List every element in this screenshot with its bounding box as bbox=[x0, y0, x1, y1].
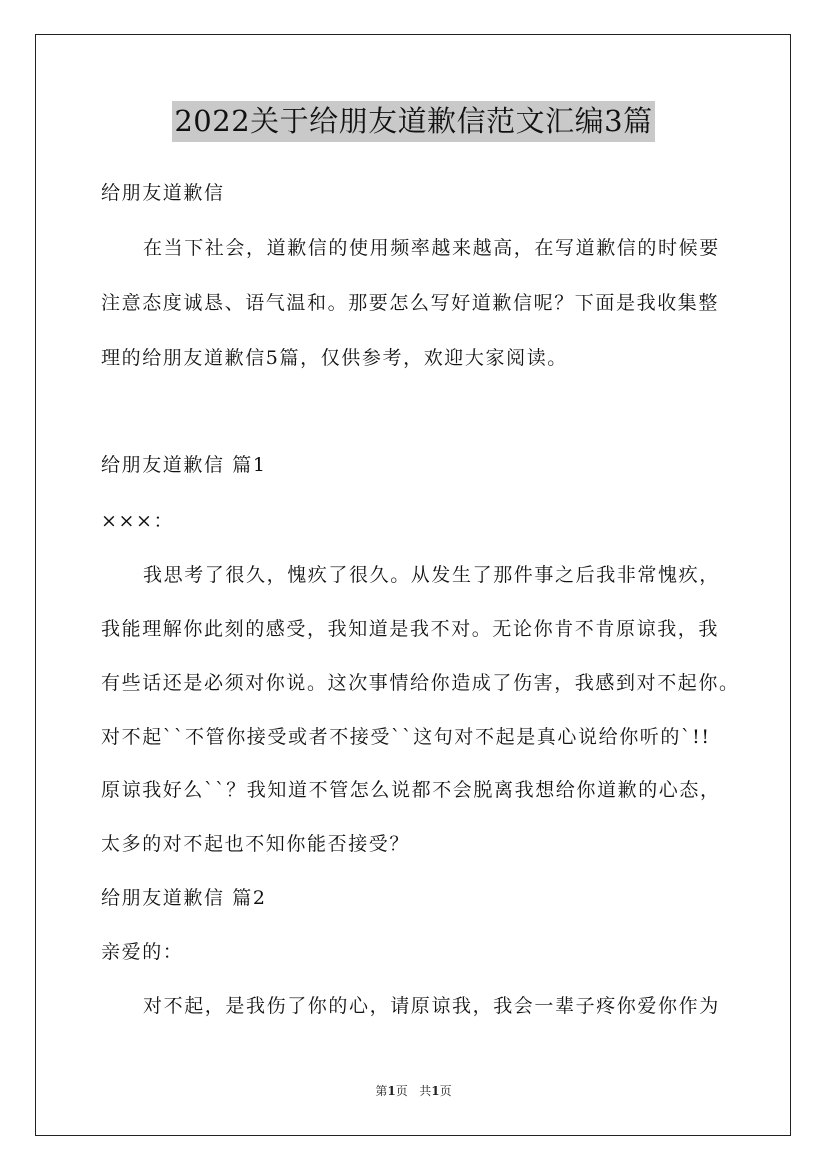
intro-heading: 给朋友道歉信 bbox=[101, 182, 225, 204]
paragraph-line: 有些话还是必须对你说。这次事情给你造成了伤害，我感到对不起你。 bbox=[101, 672, 740, 694]
paragraph-line: 对不起，是我伤了你的心，请原谅我，我会一辈子疼你爱你作为 bbox=[143, 995, 720, 1017]
footer-page-suffix: 页 bbox=[395, 1084, 408, 1098]
footer-total-number: 1 bbox=[431, 1084, 440, 1098]
section-heading-1: 给朋友道歉信 篇1 bbox=[101, 454, 267, 476]
salutation-1: ×××： bbox=[101, 510, 175, 532]
footer-page-number: 1 bbox=[387, 1084, 396, 1098]
paragraph-line: 太多的对不起也不知你能否接受？ bbox=[101, 833, 411, 855]
paragraph-line: 对不起``不管你接受或者不接受``这句对不起是真心说给你听的`!! bbox=[101, 726, 711, 748]
section-heading-2: 给朋友道歉信 篇2 bbox=[101, 887, 267, 909]
footer-page-prefix: 第 bbox=[375, 1084, 388, 1098]
salutation-2: 亲爱的： bbox=[101, 941, 184, 963]
title-wrapper bbox=[0, 101, 827, 142]
paragraph-line: 理的给朋友道歉信5篇，仅供参考，欢迎大家阅读。 bbox=[101, 347, 568, 369]
paragraph-line: 原谅我好么``？我知道不管怎么说都不会脱离我想给你道歉的心态， bbox=[101, 779, 721, 801]
paragraph-line: 注意态度诚恳、语气温和。那要怎么写好道歉信呢？下面是我收集整 bbox=[101, 292, 720, 314]
page-footer bbox=[0, 1083, 827, 1099]
paragraph-line: 在当下社会，道歉信的使用频率越来越高，在写道歉信的时候要 bbox=[143, 237, 720, 259]
document-title: 2022关于给朋友道歉信范文汇编3篇 bbox=[172, 101, 654, 142]
paragraph-line: 我思考了很久，愧疚了很久。从发生了那件事之后我非常愧疚， bbox=[143, 564, 720, 586]
footer-total-suffix: 页 bbox=[439, 1084, 452, 1098]
paragraph-line: 我能理解你此刻的感受，我知道是我不对。无论你肯不肯原谅我，我 bbox=[101, 618, 720, 640]
footer-total-prefix: 共 bbox=[419, 1084, 432, 1098]
